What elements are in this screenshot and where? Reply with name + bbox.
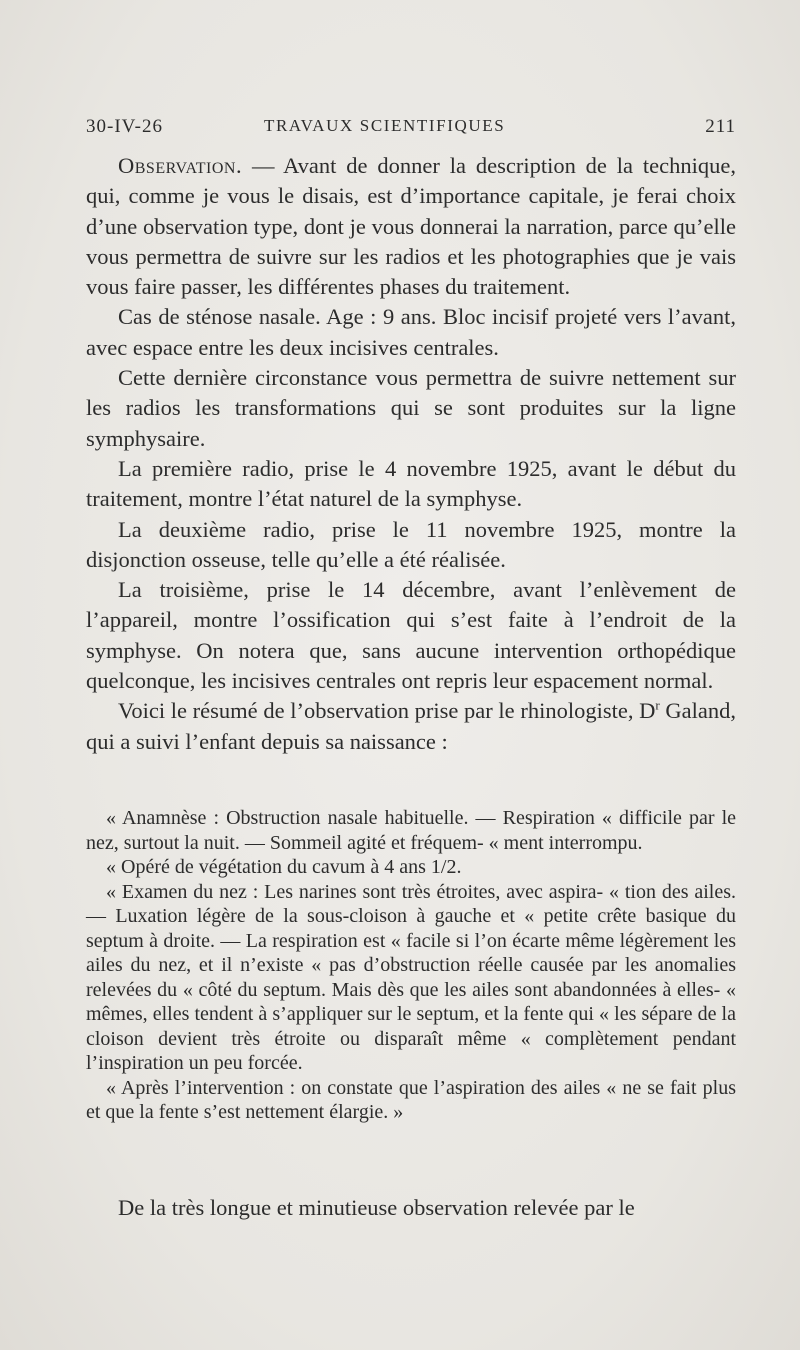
header-title: TRAVAUX SCIENTIFIQUES — [264, 116, 506, 135]
paragraph-observation — [86, 151, 736, 302]
running-header — [86, 116, 736, 142]
paragraph-summary-intro — [86, 696, 736, 757]
closing-text — [86, 1193, 736, 1223]
quote-anamnese: « Anamnèse : Obstruction nasale habituelle. — Respiration « difficile par le nez, surtout la nuit. — Sommeil agité et fréquem- « ment interrompu. — [86, 807, 736, 854]
main-text — [86, 151, 736, 757]
quote-examen: « Examen du nez : Les narines sont très étroites, avec aspira- « tion des ailes. — Luxation légère de la sous-cloison à gauche et « petite crête basique du septum à droite. — La respiration est « facile si l’on écarte même légèrement les ailes du nez, et il n’existe « pas d’obstruction réelle causée par les anomalies relevées du « côté du septum. Mais dès que les ailes sont abandonnées à elles- « mêmes, elles tendent à s’appliquer sur le septum, et la fente qui « les sépare de la cloison devient très étroite ou disparaît même « complètement pendant l’inspiration un peu forcée. — [86, 880, 736, 1074]
paragraph-third-radio: La troisième, prise le 14 décembre, avant l’enlèvement de l’appareil, montre l’ossification qui s’est faite à l’endroit de la symphyse. On notera que, sans aucune intervention orthopédique quelconque, les incisives centrales ont repris leur espacement normal. — [86, 577, 736, 694]
summary-intro-b: Galand, qui a suivi l’enfant depuis sa naissance : — [86, 698, 736, 754]
paragraph-circumstance: Cette dernière circonstance vous permettra de suivre nettement sur les radios les transformations qui se sont produites sur la ligne symphysaire. — [86, 365, 736, 451]
paragraph-closing: De la très longue et minutieuse observation relevée par le — [118, 1195, 635, 1220]
quoted-observation — [86, 806, 736, 1125]
page-number: 211 — [705, 116, 736, 137]
paragraph-second-radio: La deuxième radio, prise le 11 novembre 1925, montre la disjonction osseuse, telle qu’elle a été réalisée. — [86, 516, 736, 572]
summary-intro-a: Voici le résumé de l’observation prise par le rhinologiste, D — [118, 698, 656, 724]
doctor-superscript: r — [655, 697, 660, 713]
observation-text: — Avant de donner la description de la technique, qui, comme je vous le disais, est d’importance capitale, je ferai choix d’une observation type, dont je vous donnerai la narration, parce qu’elle vous permettra de suivre sur les radios et les photographies que je vais vous faire passer, les différentes phases du traitement. — [86, 153, 736, 300]
observation-lead: Observation. — [118, 153, 243, 178]
quote-apres: « Après l’intervention : on constate que l’aspiration des ailes « ne se fait plus et que la fente s’est nettement élargie. » — [86, 1076, 736, 1123]
header-date: 30-IV-26 — [86, 116, 163, 137]
quote-operation: « Opéré de végétation du cavum à 4 ans 1/2. — [106, 856, 462, 878]
paragraph-first-radio: La première radio, prise le 4 novembre 1925, avant le début du traitement, montre l’état naturel de la symphyse. — [86, 455, 736, 512]
paragraph-case: Cas de sténose nasale. Age : 9 ans. Bloc incisif projeté vers l’avant, avec espace entre les deux incisives centrales. — [86, 304, 736, 360]
